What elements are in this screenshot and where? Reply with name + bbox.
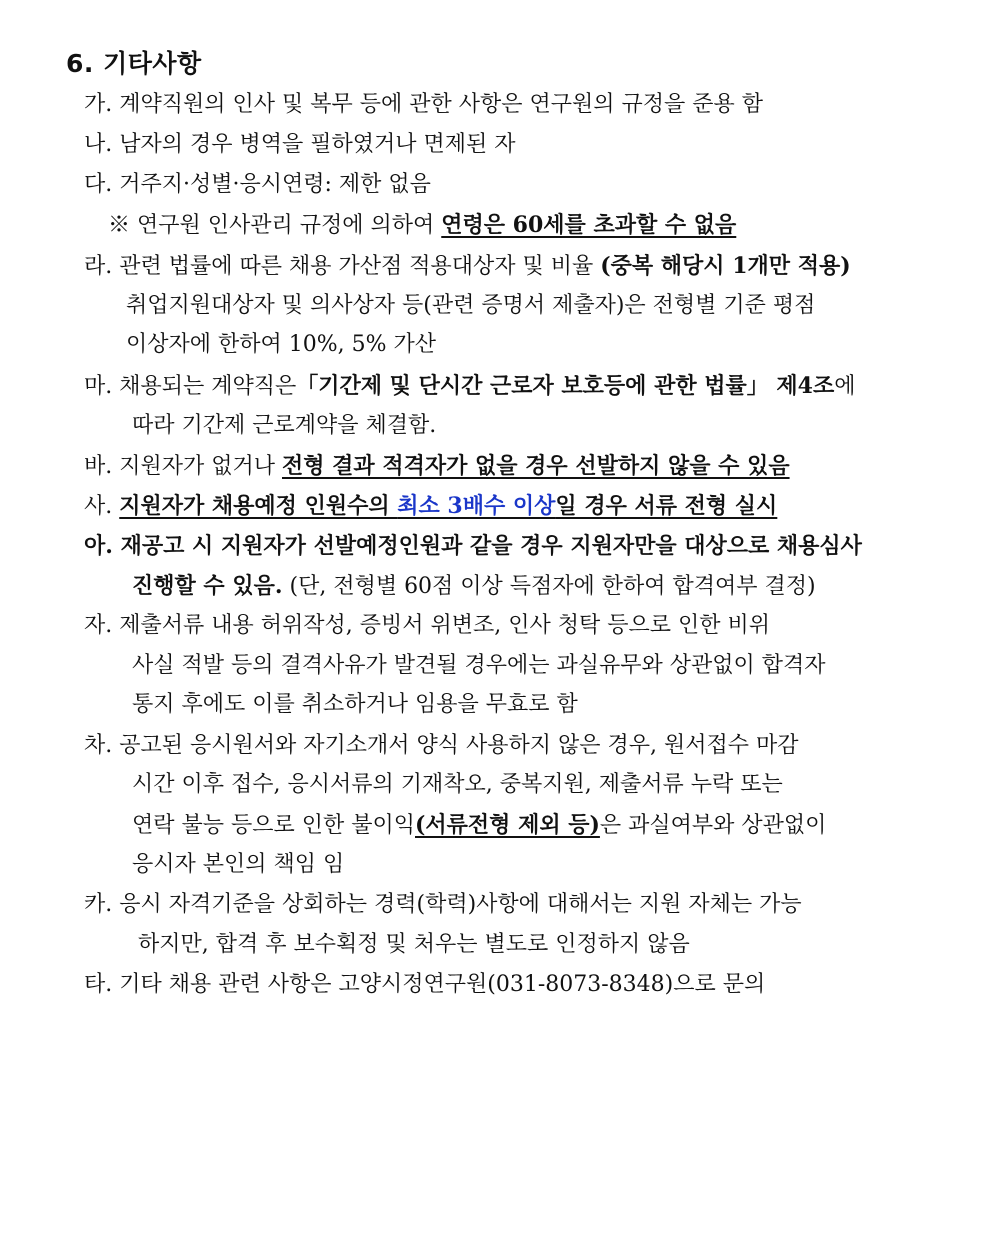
item-sa-part3: 일 경우 서류 전형 실시 <box>555 493 778 519</box>
item-a-line2-bold: 진행할 수 있음. <box>132 573 283 599</box>
item-sa-emph <box>119 493 777 519</box>
item-ra-line1 <box>84 251 851 282</box>
item-ga-line1: 가. 계약직원의 인사 및 복무 등에 관한 사항은 연구원의 규정을 준용 함 <box>84 92 763 117</box>
item-ra-line1-bold: (중복 해당시 1개만 적용) <box>600 253 851 279</box>
item-ra-line1-text: 라. 관련 법률에 따른 채용 가산점 적용대상자 및 비율 <box>84 254 601 279</box>
item-ma-line1-prefix: 마. 채용되는 계약직은 <box>84 374 297 399</box>
item-ma-line1-bold: 「기간제 및 단시간 근로자 보호등에 관한 법률」 제4조 <box>296 373 835 399</box>
item-ja-line3: 통지 후에도 이를 취소하거나 임용을 무효로 함 <box>132 692 578 717</box>
item-a-line1: 아. 재공고 시 지원자가 선발예정인원과 같을 경우 지원자만을 대상으로 채용심사 <box>84 533 862 559</box>
item-cha-line1: 차. 공고된 응시원서와 자기소개서 양식 사용하지 않은 경우, 원서접수 마감 <box>84 733 799 758</box>
item-cha-line2: 시간 이후 접수, 응시서류의 기재착오, 중복지원, 제출서류 누락 또는 <box>132 772 783 797</box>
item-sa-label: 사. <box>84 494 120 519</box>
item-cha-line3-emph: (서류전형 제외 등) <box>415 812 600 838</box>
item-da-note <box>108 210 736 241</box>
item-ba-line1-emph: 전형 결과 적격자가 없을 경우 선발하지 않을 수 있음 <box>282 453 790 479</box>
item-sa-part-blue: 최소 3배수 이상 <box>397 493 556 519</box>
item-sa-part1: 지원자가 채용예정 인원수의 <box>119 493 398 519</box>
item-ra-line3: 이상자에 한하여 10%, 5% 가산 <box>126 332 437 357</box>
item-cha-line3-prefix: 연락 불능 등으로 인한 불이익 <box>132 813 415 838</box>
item-na-line1: 나. 남자의 경우 병역을 필하였거나 면제된 자 <box>84 132 516 157</box>
item-cha-line3-suffix: 은 과실여부와 상관없이 <box>599 813 827 838</box>
item-ra-line2: 취업지원대상자 및 의사상자 등(관련 증명서 제출자)은 전형별 기준 평점 <box>126 293 816 318</box>
item-da-note-emph: 연령은 60세를 초과할 수 없음 <box>441 212 737 238</box>
item-ma-line2: 따라 기간제 근로계약을 체결함. <box>132 413 437 438</box>
item-ja-line2: 사실 적발 등의 결격사유가 발견될 경우에는 과실유무와 상관없이 합격자 <box>132 653 826 678</box>
item-a-line2 <box>132 571 816 602</box>
item-ka-line1: 카. 응시 자격기준을 상회하는 경력(학력)사항에 대해서는 지원 자체는 가능 <box>84 892 802 917</box>
item-ma-line1-suffix: 에 <box>834 374 856 399</box>
item-sa-line1 <box>84 491 777 522</box>
section-title: 6. 기타사항 <box>66 49 202 78</box>
item-da-note-prefix: ※ 연구원 인사관리 규정에 의하여 <box>108 213 442 238</box>
item-a-line2-rest: (단, 전형별 60점 이상 득점자에 한하여 합격여부 결정) <box>282 574 816 599</box>
item-ba-line1 <box>84 451 790 482</box>
item-cha-line4: 응시자 본인의 책임 임 <box>132 852 345 877</box>
item-ta-line1: 타. 기타 채용 관련 사항은 고양시정연구원(031-8073-8348)으로 문의 <box>84 972 766 997</box>
item-ma-line1 <box>84 371 855 402</box>
item-ka-line2: 하지만, 합격 후 보수획정 및 처우는 별도로 인정하지 않음 <box>138 932 690 957</box>
item-ba-line1-prefix: 바. 지원자가 없거나 <box>84 454 282 479</box>
item-ja-line1: 자. 제출서류 내용 허위작성, 증빙서 위변조, 인사 청탁 등으로 인한 비위 <box>84 613 770 638</box>
item-da-line1: 다. 거주지·성별·응시연령: 제한 없음 <box>84 172 431 197</box>
item-cha-line3 <box>132 810 826 841</box>
